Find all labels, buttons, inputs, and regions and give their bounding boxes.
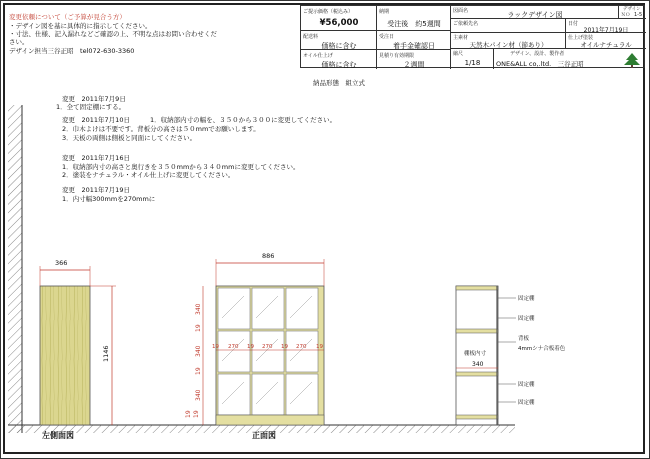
section-label: 固定棚 bbox=[518, 382, 535, 388]
partition-dim: 19 bbox=[247, 344, 254, 350]
left-view-caption: 左側面図 bbox=[42, 431, 74, 440]
section-label: 固定棚 bbox=[518, 400, 535, 406]
inner-width-dim: 270 bbox=[228, 344, 239, 350]
delivery-cell: 納期 受注後 約5週間 bbox=[377, 6, 451, 31]
section-label: 固定棚 bbox=[518, 296, 535, 302]
front-width-dim: 886 bbox=[262, 252, 275, 260]
row-height-dim: 340 bbox=[195, 389, 202, 401]
front-view bbox=[203, 259, 324, 425]
section-label: 4mmシナ合板着色 bbox=[518, 346, 566, 352]
finish-method-cell: 仕上げ塗装 オイルナチュラル bbox=[566, 33, 646, 49]
shipping-cell: 配送料 価格に含む bbox=[301, 31, 377, 50]
side-depth-dim: 366 bbox=[55, 259, 68, 267]
row-height-dim: 340 bbox=[195, 345, 202, 357]
material-cell: 主素材 天然木パイン材（節あり） bbox=[451, 33, 566, 49]
side-height-dim: 1146 bbox=[102, 345, 110, 362]
row-height-dim: 340 bbox=[195, 303, 202, 315]
change-header: 変更 2011年7月16日 bbox=[62, 154, 130, 162]
wall-hatch bbox=[8, 105, 22, 433]
designer-contact: デザイン担当三谷正昭 tel072-630-3360 bbox=[9, 47, 135, 55]
shelf-thickness-dim: 19 bbox=[195, 367, 202, 375]
scale-cell: 縮尺 1/18 bbox=[451, 49, 494, 69]
change-item: 1．収納部内寸の幅を、３５０から３００に変更してください。 bbox=[150, 116, 337, 124]
section-inner-dim: 340 bbox=[472, 361, 484, 368]
delivery-form: 納品形態 組立式 bbox=[313, 79, 365, 87]
price-cell: ご提示価格（税込み） ¥56,000 bbox=[301, 6, 377, 31]
base-dim: 19 bbox=[185, 410, 192, 418]
side-panel-dim: 19 bbox=[316, 344, 323, 350]
client-cell: ご依頼先名 bbox=[451, 19, 566, 33]
notice-line: ・寸法、仕様、記入漏れなどご確認の上、不明な点はお問い合わせくだ bbox=[9, 30, 217, 38]
section-label: 背板 bbox=[518, 336, 530, 342]
validity-cell: 見積り有効期限 ２週間 bbox=[377, 50, 451, 69]
notice-line: さい。 bbox=[9, 38, 29, 46]
notice-line: ・デザイン図を基に具体的に指示してください。 bbox=[9, 22, 152, 30]
change-item: 1．内寸幅300mmを270mmに bbox=[62, 195, 156, 203]
base-dim: 19 bbox=[193, 410, 200, 418]
design-no-cell: デザイン ＮＯ 1-5 bbox=[619, 6, 646, 19]
inner-width-dim: 270 bbox=[296, 344, 307, 350]
change-item: 1．収納部内寸の高さと奥行きを３５０mmから３４０mmに変更してください。 bbox=[62, 163, 300, 171]
change-item: 2．塗装をナチュラル・オイル仕上げに変更してください。 bbox=[62, 171, 235, 179]
change-item: 3．天板の両側は側板と同面にしてください。 bbox=[62, 134, 197, 142]
front-view-caption: 正面図 bbox=[252, 431, 276, 440]
inner-width-dim: 270 bbox=[262, 344, 273, 350]
section-label: 棚板内寸 bbox=[464, 351, 487, 357]
drawing-name-cell: 図面名 ラックデザイン図 bbox=[451, 6, 619, 19]
finish-cell: オイル仕上げ 価格に含む bbox=[301, 50, 377, 69]
date-cell: 日付 2011年7月19日 bbox=[566, 19, 646, 33]
price-value: ¥56,000 bbox=[319, 18, 359, 28]
partition-dim: 19 bbox=[281, 344, 288, 350]
section-label: 固定棚 bbox=[518, 316, 535, 322]
change-item: 2．巾木よけは不要です。背板分の高さは５０mmでお願いします。 bbox=[62, 125, 260, 133]
change-item: 1．全て固定棚にする。 bbox=[56, 103, 126, 111]
change-header: 変更 2011年7月9日 bbox=[62, 95, 126, 103]
side-panel-dim: 19 bbox=[212, 344, 219, 350]
change-header: 変更 2011年7月10日 bbox=[62, 116, 130, 124]
change-header: 変更 2011年7月19日 bbox=[62, 186, 130, 194]
notice-title: 変更依頼について（ご予算が見合う方） bbox=[9, 13, 126, 21]
order-cell: 受注日 着手金確認日 bbox=[377, 31, 451, 50]
shelf-thickness-dim: 19 bbox=[195, 324, 202, 332]
maker-cell: デザイン、設計、製作者 ONE&ALL co,.ltd. 三谷正昭 bbox=[494, 49, 646, 69]
